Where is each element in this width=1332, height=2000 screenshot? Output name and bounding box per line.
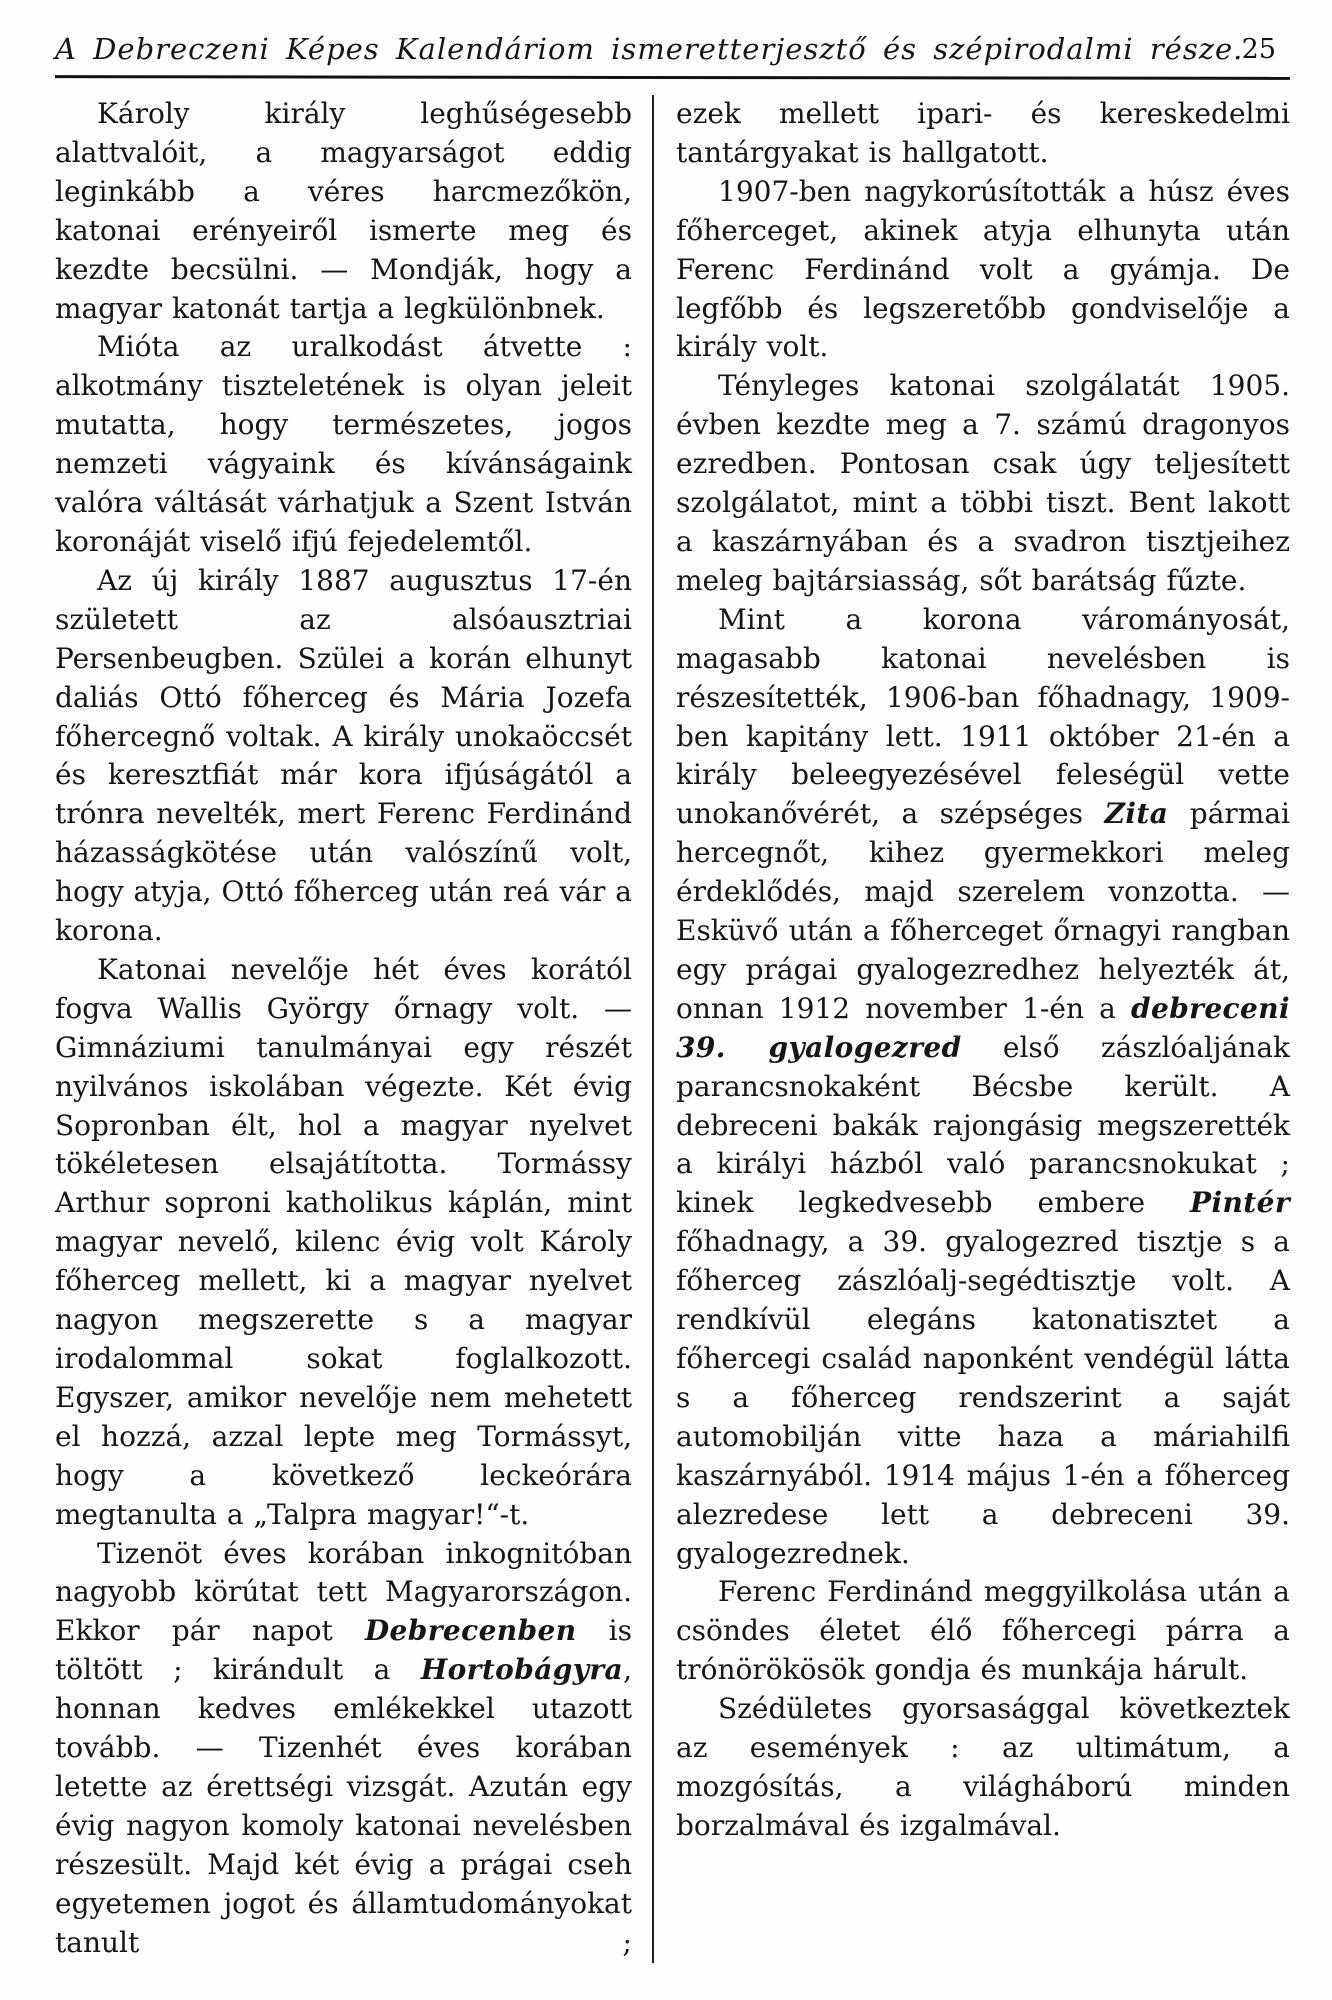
text-run: Az új király 1887 augusztus 17-én született az alsóausztriai Persenbeugben. Szülei a korán elhunyt daliás Ottó főherceg és Mária Jozefa főhercegnő voltak. A király unokaöccsét és keresztfiát már kora ifjúságától a trónra nevelték, mert Ferenc Ferdinánd házasságkötése után valószínű volt, hogy atyja, Ottó főherceg után reá vár a korona.: [55, 563, 632, 948]
text-run: , honnan kedves emlékekkel utazott tovább. — Tizenhét éves korában letette az érettségi vizsgát. Azután egy évig nagyon komoly katonai nevelésben részesült. Majd két évig a prágai cseh egyetemen jogot és államtudományokat tanult ;: [55, 1653, 632, 1959]
article-body: [55, 95, 1290, 1963]
text-run: Szédületes gyorsasággal következtek az események : az ultimátum, a mozgósítás, a világháború minden borzalmával és izgalmával.: [676, 1692, 1290, 1842]
header-rule: [55, 75, 1290, 80]
paragraph: [676, 367, 1290, 600]
text-run: Ferenc Ferdinánd meggyilkolása után a csöndes életet élő főhercegi párra a trónörökösök gondja és munkája hárult.: [676, 1575, 1290, 1687]
text-run: ezek mellett ipari- és kereskedelmi tantárgyakat is hallgatott.: [676, 97, 1290, 169]
paragraph: [55, 95, 632, 328]
emphasized-text-run: Debrecenben: [364, 1614, 577, 1648]
emphasized-text-run: Hortobágyra: [420, 1653, 624, 1687]
paragraph: [55, 562, 632, 951]
text-run: pármai hercegnőt, kihez gyermekkori meleg érdeklődés, majd szerelem vonzotta. — Esküvő után a főherceget őrnagyi rangban egy prágai gyalogezredhez helyezték át, onnan 1912 november 1-én a: [676, 797, 1290, 1025]
text-column-left: [55, 95, 652, 1963]
text-run: Tizenöt éves korában inkognitóban nagyobb körútat tett Magyarországon. Ekkor pár napot: [55, 1536, 632, 1648]
text-run: Katonai nevelője hét éves korától fogva Wallis György őrnagy volt. — Gimnáziumi tanulmányai egy részét nyilvános iskolában végezte. Két évig Sopronban élt, hol a magyar nyelvet tökéletesen elsajátította. Tormássy Arthur soproni katholikus káplán, mint magyar nevelő, kilenc évig volt Károly főherceg mellett, ki a magyar nyelvet nagyon megszerette s a magyar irodalommal sokat foglalkozott. Egyszer, amikor nevelője nem mehetett el hozzá, azzal lepte meg Tormássyt, hogy a következő leckeórára megtanulta a „Talpra magyar!“-t.: [55, 952, 632, 1531]
text-run: első zászlóaljának parancsnokaként Bécsbe került. A debreceni bakák rajongásig megszerették a királyi házból való parancsnokukat ; kinek legkedvesebb embere: [676, 1030, 1291, 1220]
paragraph: [676, 173, 1290, 368]
paragraph: [55, 328, 632, 561]
text-run: Károly király leghűségesebb alattvalóit, a magyarságot eddig leginkább a véres harcmezőkön, katonai erényeiről ismerte meg és kezdte becsülni. — Mondják, hogy a magyar katonát tartja a legkülönbnek.: [55, 97, 632, 325]
paragraph: [55, 951, 632, 1535]
paragraph: [676, 95, 1290, 173]
text-column-right: [652, 95, 1290, 1963]
emphasized-text-run: debreceni 39. gyalogezred: [676, 991, 1290, 1064]
running-head: [55, 26, 1290, 72]
text-run: Mióta az uralkodást átvette : alkotmány tiszteletének is olyan jeleit mutatta, hogy természetes, jogos nemzeti vágyaink és kívánságaink valóra váltását várhatjuk a Szent István koronáját viselő ifjú fejedelemtől.: [55, 330, 632, 558]
text-run: 1907-ben nagykorúsították a húsz éves főherceget, akinek atyja elhunyta után Ferenc Ferdinánd volt a gyámja. De legfőbb és legszeretőbb gondviselője a király volt.: [676, 174, 1290, 364]
text-run: Tényleges katonai szolgálatát 1905. évben kezdte meg a 7. számú dragonyos ezredben. Pontosan csak úgy teljesített szolgálatot, mint a többi tiszt. Bent lakott a kaszárnyában és a svadron tisztjeihez meleg bajtársiasság, sőt barátság fűzte.: [676, 369, 1290, 597]
emphasized-text-run: Pintér: [1190, 1186, 1290, 1220]
text-run: főhadnagy, a 39. gyalogezred tisztje s a főherceg zászlóalj-segédtisztje volt. A rendkívül elegáns katonatisztet a főhercegi család naponként vendégül látta s a főherceg rendszerint a saját automobilján vitte haza a máriahilfi kaszárnyából. 1914 május 1-én a főherceg alezredese lett a debreceni 39. gyalogezrednek.: [676, 1225, 1290, 1570]
text-run: Mint a korona várományosát, magasabb katonai nevelésben is részesítették, 1906-ban főhadnagy, 1909-ben kapitány lett. 1911 október 21-én a király beleegyezésével feleségül vette unokanővérét, a szépséges: [676, 602, 1290, 831]
page-title: A Debreczeni Képes Kalendáriom ismeretterjesztő és szépirodalmi része.: [55, 32, 1244, 66]
paragraph: [676, 1690, 1290, 1846]
paragraph: [55, 1535, 632, 1963]
paragraph: [676, 1573, 1290, 1690]
paragraph: [676, 601, 1290, 1574]
text-run: is töltött ; kirándult a: [55, 1614, 632, 1687]
page-number: 25: [1241, 34, 1276, 65]
emphasized-text-run: Zita: [1104, 797, 1169, 831]
